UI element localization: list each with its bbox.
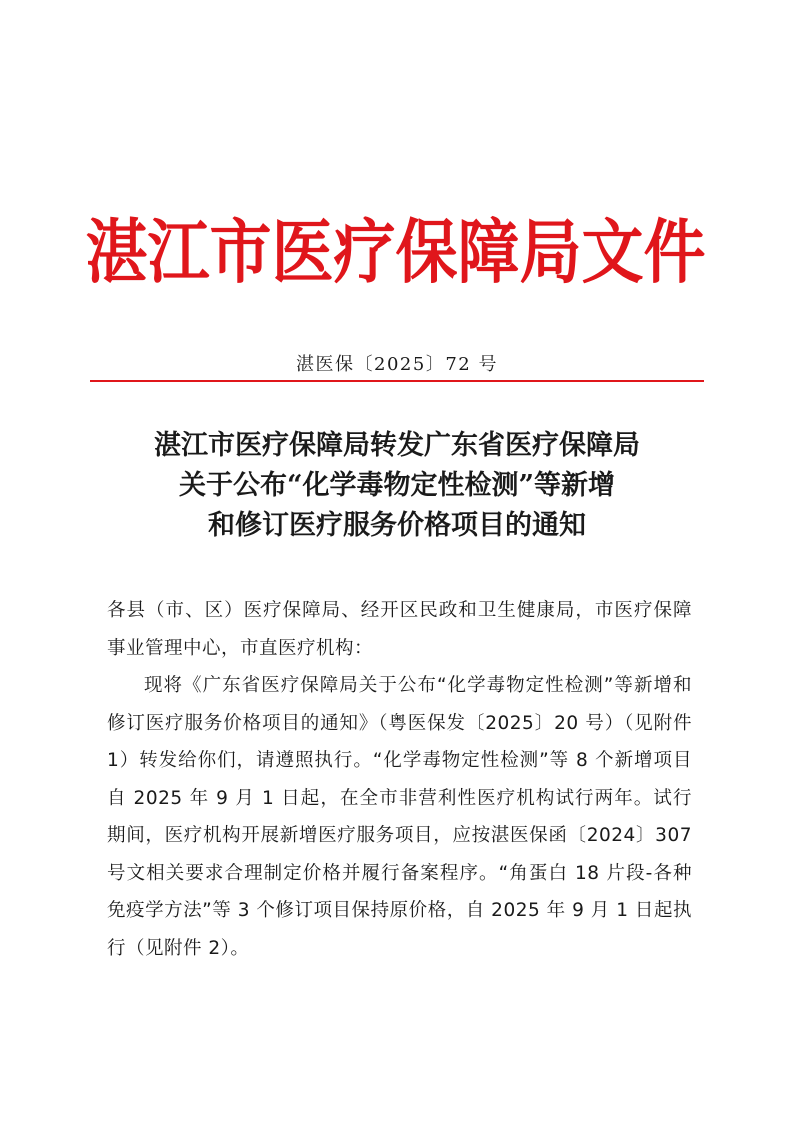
document-number: 湛医保〔2025〕72 号 (296, 354, 498, 375)
notice-body (107, 592, 692, 967)
recipients-paragraph: 各县（市、区）医疗保障局、经开区民政和卫生健康局，市医疗保障事业管理中心，市直医疗机构： (107, 600, 692, 659)
masthead-title: 湛江市医疗保障局文件 (85, 210, 706, 293)
title-line-3: 和修订医疗服务价格项目的通知 (208, 510, 586, 541)
title-line-1: 湛江市医疗保障局转发广东省医疗保障局 (154, 430, 640, 461)
notice-title (80, 426, 714, 546)
red-separator-line (90, 380, 704, 382)
body-paragraph-1: 现将《广东省医疗保障局关于公布“化学毒物定性检测”等新增和修订医疗服务价格项目的通知》（粤医保发〔2025〕20 号）（见附件 1）转发给你们，请遵照执行。“化学毒物定性检测”等 8 个新增项目自 2025 年 9 月 1 日起，在全市非营利性医疗机构试行两年。试行期间，医疗机构开展新增医疗服务项目，应按湛医保函〔2024〕307 号文相关要求合理制定价格并履行备案程序。“角蛋白 18 片段-各种免疫学方法”等 3 个修订项目保持原价格，自 2025 年 9 月 1 日起执行（见附件 2）。 (107, 675, 692, 959)
title-line-2: 关于公布“化学毒物定性检测”等新增 (178, 470, 616, 501)
